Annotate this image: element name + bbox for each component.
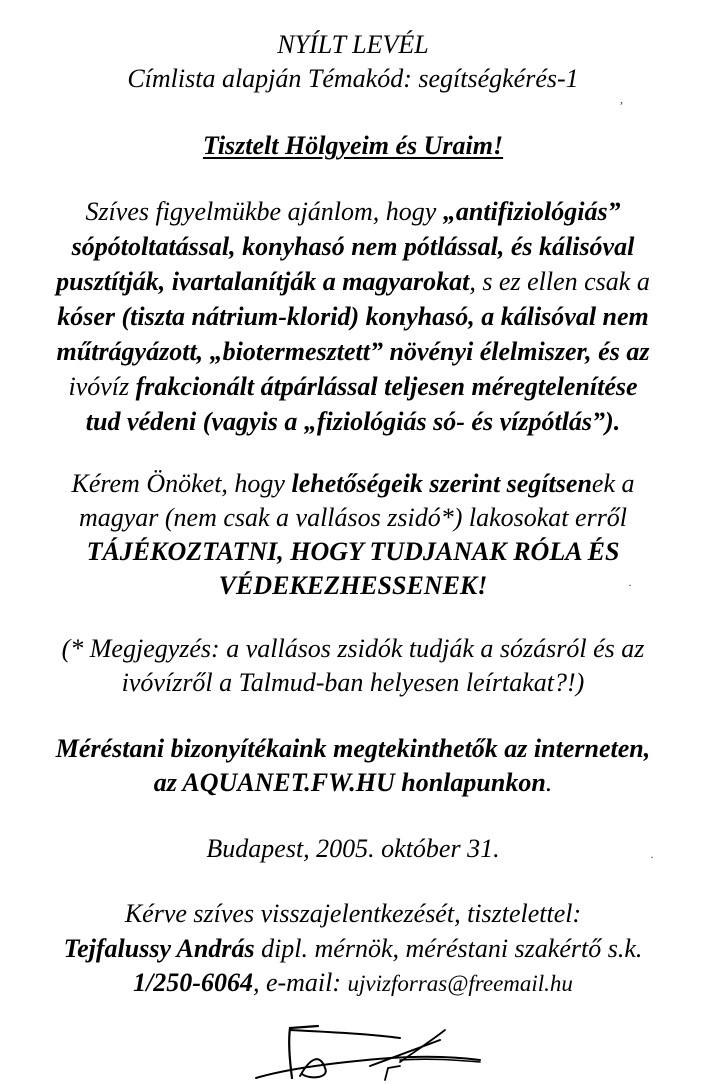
paragraph-3-line-1: Méréstani bizonyítékaink megtekinthetők az interneten, [55,734,651,763]
paragraph-1-line-6: ivóvíz frakcionált átpárlással teljesen méregtelenítése [68,372,638,401]
paragraph-3-line-2: az AQUANET.FW.HU honlapunkon. [153,768,553,797]
email-address: ujvizforras@freemail.hu [347,971,573,996]
paragraph-1-line-5: műtrágyázott, „biotermesztett” növényi élelmiszer, és az [56,337,650,366]
scan-speck: · [628,578,632,592]
signatory-title: dipl. mérnök, méréstani szakértő s.k. [254,934,643,963]
paragraph-1-line-1: Szíves figyelmükbe ajánlom, hogy „antifiziológiás” [85,197,621,226]
contact-line: 1/250-6064, e-mail: ujvizforras@freemail.hu [133,968,573,997]
scan-speck: , [620,92,623,106]
letter-date: Budapest, 2005. október 31. [206,834,500,863]
scan-speck: · [650,850,654,864]
signatory-line [0,934,706,964]
note-line-1: (* Megjegyzés: a vallásos zsidók tudják a sózásról és az [61,634,645,663]
paragraph-2-line-1: Kérem Önöket, hogy lehetőségeik szerint segítsenek a [71,469,635,498]
letter-subtitle: Címlista alapján Témakód: segítségkérés-1 [127,64,579,93]
handwritten-signature [250,1018,490,1084]
phone-number: 1/250-6064 [133,968,253,997]
paragraph-1-line-7: tud védeni (vagyis a „fiziológiás só- és vízpótlás”). [85,407,621,436]
paragraph-1-line-4: kóser (tiszta nátrium-klorid) konyhasó, a kálisóval nem [57,302,649,331]
note-line-2: ivóvízről a Talmud-ban helyesen leírtakat?!) [121,668,585,697]
letter-title: NYÍLT LEVÉL [277,30,429,59]
paragraph-2-line-2: magyar (nem csak a vallásos zsidó*) lakosokat erről [78,503,628,532]
paragraph-1-line-2: sópótoltatással, konyhasó nem pótlással, és kálisóval [71,232,635,261]
closing-line: Kérve szíves visszajelentkezését, tisztelettel: [124,899,582,928]
signatory-name: Tejfalussy András [63,934,255,963]
paragraph-2-line-4: VÉDEKEZHESSENEK! [218,571,488,600]
paragraph-2-line-3: TÁJÉKOZTATNI, HOGY TUDJANAK RÓLA ÉS [86,537,620,566]
salutation: Tisztelt Hölgyeim és Uraim! [202,131,504,160]
paragraph-1-line-3: pusztítják, ivartalanítják a magyarokat, s ez ellen csak a [56,267,650,296]
